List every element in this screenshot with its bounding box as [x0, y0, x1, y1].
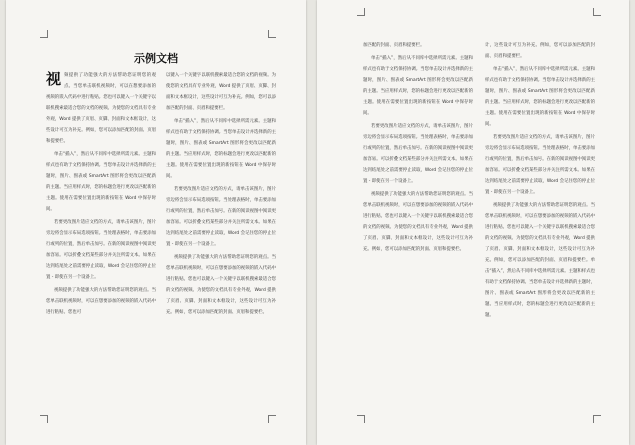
page1-column-right	[166, 70, 276, 420]
crop-mark-top-left	[357, 8, 365, 16]
paragraph: 若要更改图片适应文档的方式，请单击该图片，图片旁边将会显示布局选项按钮。当处理表格时，单击要添加行或列的位置，然后单击加号。在新的阅读视图中阅读更加容易。可以折叠文档某些部分并关注所需文本。如果在达到结尾处之前需要停止读取，Word 会记住您的停止位置 - 即使在另一个设备上。	[485, 135, 595, 195]
page2-columns	[363, 40, 595, 410]
paragraph: 计，这些设计可互为补充。例如，您可以添加匹配的封面、页眉和提要栏。	[485, 43, 595, 59]
document-title: 示例文档	[134, 52, 178, 65]
page2-column-right	[485, 40, 595, 410]
paragraph: 单击“插入”，然后从不同库中选择所需元素。主题和样式也有助于文档保持协调。当您单击设计并选择新的主题时，图片、图表或 SmartArt 图形将会更改以匹配新的主题。当应用样式时，您的标题会进行更改以匹配新的主题。使用在需要位置出现的新按钮在 Word 中保存时间。	[166, 119, 276, 179]
document-page-1	[6, 0, 306, 445]
paragraph: 单击“插入”，然后从不同库中选择所需元素。主题和样式也有助于文档保持协调。当您单击设计并选择新的主题时，图片、图表或 SmartArt 图形将会更改以匹配新的主题。当应用样式时，您的标题会进行更改以匹配新的主题。使用在需要位置出现的新按钮在 Word 中保存时间。	[363, 56, 473, 116]
paragraph: 若要更改图片适应文档的方式，请单击该图片，图片旁边将会显示布局选项按钮。当处理表格时，单击要添加行或列的位置，然后单击加号。在新的阅读视图中阅读更加容易。可以折叠文档某些部分并关注所需文本。如果在达到结尾处之前需要停止读取，Word 会记住您的停止位置 - 即使在另一个设备上。	[166, 187, 276, 247]
page1-column-left	[46, 70, 156, 420]
paragraph: 视频提供了功能强大的方法帮助您证明您的观点。当您单击联机视频时，可以在想要添加的视频的嵌入代码中进行粘贴。您也可以键入一个关键字以联机搜索最适合您的文档的视频。为使您的文档具有专业外观，Word 提供了页眉、页脚、封面和文本框设计，这些设计可互为补充。例如，您可以添加匹配的封面、页眉和提要栏。单击“插入”，然后从不同库中选择所需元素。主题和样式也有助于文档保持协调。当您单击设计并选择新的主题时，图片、图表或 SmartArt 图形将会更改以匹配新的主题。当应用样式时，您的标题会进行更改以匹配新的主题。	[485, 203, 595, 318]
paragraph-text: 频提供了功能强大的方法帮助您证明您的观点。当您单击联机视频时，可以在想要添加的视频的嵌入代码中进行粘贴。您也可以键入一个关键字以联机搜索最适合您的文档的视频。为使您的文档具有专业外观，Word 提供了页眉、页脚、封面和文本框设计，这些设计可互为补充。例如，您可以添加匹配的封面、页眉和提要栏。	[46, 73, 156, 144]
crop-mark-bottom-right	[593, 415, 601, 423]
paragraph: 若要更改图片适应文档的方式，请单击该图片，图片旁边将会显示布局选项按钮。当处理表格时，单击要添加行或列的位置，然后单击加号。在新的阅读视图中阅读更加容易。可以折叠文档某些部分并关注所需文本。如果在达到结尾处之前需要停止读取，Word 会记住您的停止位置 - 即使在另一个设备上。	[363, 124, 473, 184]
paragraph: 若要更改图片适应文档的方式，请单击该图片，图片旁边将会显示布局选项按钮。当处理表格时，单击要添加行或列的位置，然后单击加号。在新的阅读视图中阅读更加容易。可以折叠文档某些部分并关注所需文本。如果在达到结尾处之前需要停止读取，Word 会记住您的停止位置 - 即使在另一个设备上。	[46, 220, 156, 280]
crop-mark-bottom-left	[357, 415, 365, 423]
page1-columns	[46, 70, 276, 420]
paragraph: 视频提供了功能强大的方法帮助您证明您的观点。当您单击联机视频时，可以在想要添加的视频的嵌入代码中进行粘贴。您也可以键入一个关键字以联机搜索最适合您的文档的视频。为使您的文档具有专业外观，Word 提供了页眉、页脚、封面和文本框设计，这些设计可互为补充。例如，您可以添加匹配的封面、页眉和提要栏。	[363, 192, 473, 252]
paragraph: 加匹配的封面、页眉和提要栏。	[363, 43, 425, 48]
paragraph	[46, 70, 156, 147]
page2-column-left	[363, 40, 473, 410]
crop-mark-top-left	[40, 30, 48, 38]
document-page-2	[317, 0, 629, 445]
paragraph: 单击“插入”，然后从不同库中选择所需元素。主题和样式也有助于文档保持协调。当您单击设计并选择新的主题时，图片、图表或 SmartArt 图形将会更改以匹配新的主题。当应用样式时，您的标题会进行更改以匹配新的主题。使用在需要位置出现的新按钮在 Word 中保存时间。	[46, 152, 156, 212]
paragraph: 单击“插入”，然后从不同库中选择所需元素。主题和样式也有助于文档保持协调。当您单击设计并选择新的主题时，图片、图表或 SmartArt 图形将会更改以匹配新的主题。当应用样式时，您的标题会进行更改以匹配新的主题。使用在需要位置出现的新按钮在 Word 中保存时间。	[485, 67, 595, 127]
crop-mark-top-right	[593, 8, 601, 16]
crop-mark-top-right	[268, 30, 276, 38]
paragraph: 视频提供了功能强大的方法帮助您证明您的观点。当您单击联机视频时，可以在想要添加的视频的嵌入代码中进行粘贴。您也可以键入一个关键字以联机搜索最适合您的文档的视频。为使您的文档具有专业外观，Word 提供了页眉、页脚、封面和文本框设计，这些设计可互为补充。例如，您可以添加匹配的封面、页眉和提要栏。	[166, 255, 276, 315]
paragraph: 视频提供了功能强大的方法帮助您证明您的观点。当您单击联机视频时，可以在想要添加的视频的嵌入代码中进行粘贴。您也可	[46, 288, 156, 315]
drop-cap: 视	[46, 70, 62, 88]
paragraph: 以键入一个关键字以联机搜索最适合您的文档的视频。为使您的文档具有专业外观，Word 提供了页眉、页脚、封面和文本框设计，这些设计可互为补充。例如，您可以添加匹配的封面、页眉和提要栏。	[166, 73, 276, 111]
